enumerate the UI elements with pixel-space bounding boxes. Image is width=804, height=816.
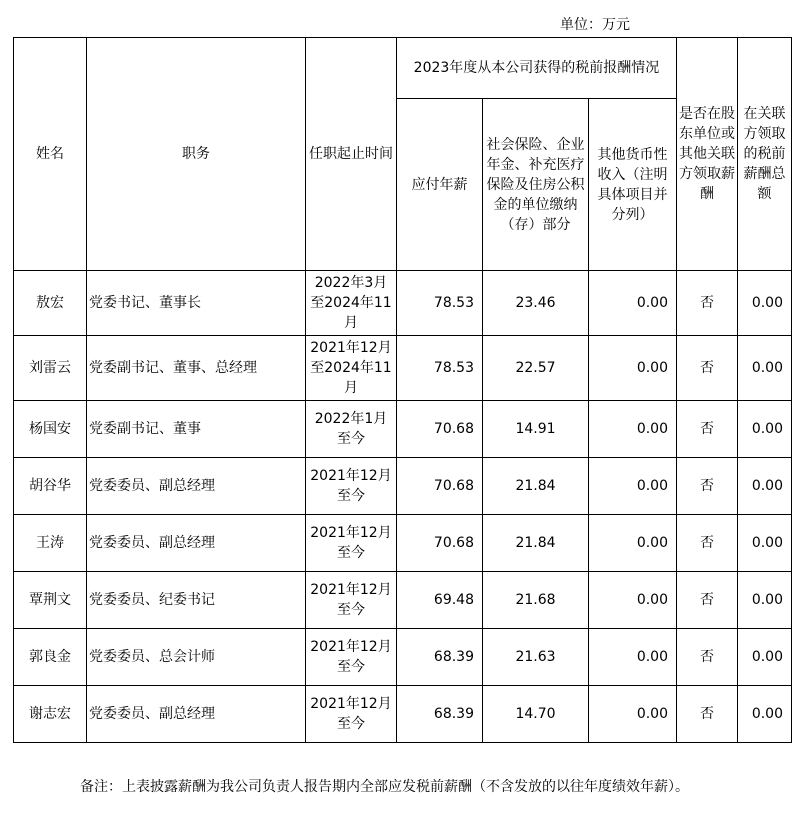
cell-other: 0.00 (589, 629, 677, 686)
cell-salary: 68.39 (397, 686, 483, 743)
cell-term: 2022年1月至今 (306, 401, 397, 458)
cell-related-total: 0.00 (738, 401, 792, 458)
cell-position: 党委副书记、董事 (87, 401, 306, 458)
cell-term: 2021年12月至今 (306, 458, 397, 515)
cell-social: 21.84 (483, 458, 589, 515)
cell-salary: 78.53 (397, 336, 483, 401)
header-social: 社会保险、企业年金、补充医疗保险及住房公积金的单位缴纳（存）部分 (483, 99, 589, 271)
cell-term: 2021年12月至今 (306, 515, 397, 572)
cell-other: 0.00 (589, 572, 677, 629)
cell-other: 0.00 (589, 401, 677, 458)
header-salary: 应付年薪 (397, 99, 483, 271)
table-row (14, 401, 792, 458)
cell-name: 谢志宏 (14, 686, 87, 743)
cell-name: 王涛 (14, 515, 87, 572)
cell-related-total: 0.00 (738, 336, 792, 401)
header-related-flag: 是否在股东单位或其他关联方领取薪酬 (677, 38, 738, 271)
cell-other: 0.00 (589, 686, 677, 743)
cell-salary: 78.53 (397, 271, 483, 336)
cell-social: 21.84 (483, 515, 589, 572)
cell-social: 23.46 (483, 271, 589, 336)
table-row (14, 629, 792, 686)
cell-position: 党委委员、副总经理 (87, 458, 306, 515)
table-row (14, 515, 792, 572)
cell-term: 2021年12月至今 (306, 629, 397, 686)
header-other: 其他货币性收入（注明具体项目并分列） (589, 99, 677, 271)
cell-salary: 68.39 (397, 629, 483, 686)
cell-position: 党委委员、总会计师 (87, 629, 306, 686)
cell-term: 2021年12月至今 (306, 686, 397, 743)
cell-salary: 70.68 (397, 458, 483, 515)
cell-related-total: 0.00 (738, 572, 792, 629)
cell-term: 2021年12月至2024年11月 (306, 336, 397, 401)
header-row-top (14, 38, 792, 99)
cell-position: 党委书记、董事长 (87, 271, 306, 336)
cell-related-total: 0.00 (738, 458, 792, 515)
cell-related-flag: 否 (677, 458, 738, 515)
cell-salary: 70.68 (397, 401, 483, 458)
cell-related-flag: 否 (677, 515, 738, 572)
cell-term: 2022年3月至2024年11月 (306, 271, 397, 336)
cell-social: 21.63 (483, 629, 589, 686)
cell-related-total: 0.00 (738, 629, 792, 686)
header-related-total: 在关联方领取的税前薪酬总额 (738, 38, 792, 271)
unit-label: 单位：万元 (560, 17, 630, 33)
cell-related-total: 0.00 (738, 271, 792, 336)
cell-term: 2021年12月至今 (306, 572, 397, 629)
cell-position: 党委副书记、董事、总经理 (87, 336, 306, 401)
table-row (14, 572, 792, 629)
cell-related-flag: 否 (677, 572, 738, 629)
header-term: 任职起止时间 (306, 38, 397, 271)
cell-salary: 69.48 (397, 572, 483, 629)
table-row (14, 458, 792, 515)
table-row (14, 686, 792, 743)
cell-name: 胡谷华 (14, 458, 87, 515)
cell-other: 0.00 (589, 458, 677, 515)
table-row (14, 336, 792, 401)
cell-position: 党委委员、纪委书记 (87, 572, 306, 629)
cell-related-flag: 否 (677, 271, 738, 336)
cell-other: 0.00 (589, 271, 677, 336)
footnote: 备注：上表披露薪酬为我公司负责人报告期内全部应发税前薪酬（不含发放的以往年度绩效年薪）。 (80, 779, 689, 795)
cell-social: 14.91 (483, 401, 589, 458)
header-group: 2023年度从本公司获得的税前报酬情况 (397, 38, 677, 99)
cell-name: 覃荆文 (14, 572, 87, 629)
cell-position: 党委委员、副总经理 (87, 515, 306, 572)
cell-related-flag: 否 (677, 336, 738, 401)
cell-other: 0.00 (589, 336, 677, 401)
cell-name: 郭良金 (14, 629, 87, 686)
cell-salary: 70.68 (397, 515, 483, 572)
cell-related-flag: 否 (677, 686, 738, 743)
cell-related-total: 0.00 (738, 686, 792, 743)
compensation-table (13, 37, 792, 743)
table-row (14, 271, 792, 336)
cell-social: 21.68 (483, 572, 589, 629)
cell-name: 敖宏 (14, 271, 87, 336)
cell-related-flag: 否 (677, 401, 738, 458)
header-position: 职务 (87, 38, 306, 271)
cell-social: 14.70 (483, 686, 589, 743)
cell-other: 0.00 (589, 515, 677, 572)
cell-position: 党委委员、副总经理 (87, 686, 306, 743)
cell-social: 22.57 (483, 336, 589, 401)
cell-name: 刘雷云 (14, 336, 87, 401)
cell-name: 杨国安 (14, 401, 87, 458)
cell-related-total: 0.00 (738, 515, 792, 572)
cell-related-flag: 否 (677, 629, 738, 686)
header-name: 姓名 (14, 38, 87, 271)
